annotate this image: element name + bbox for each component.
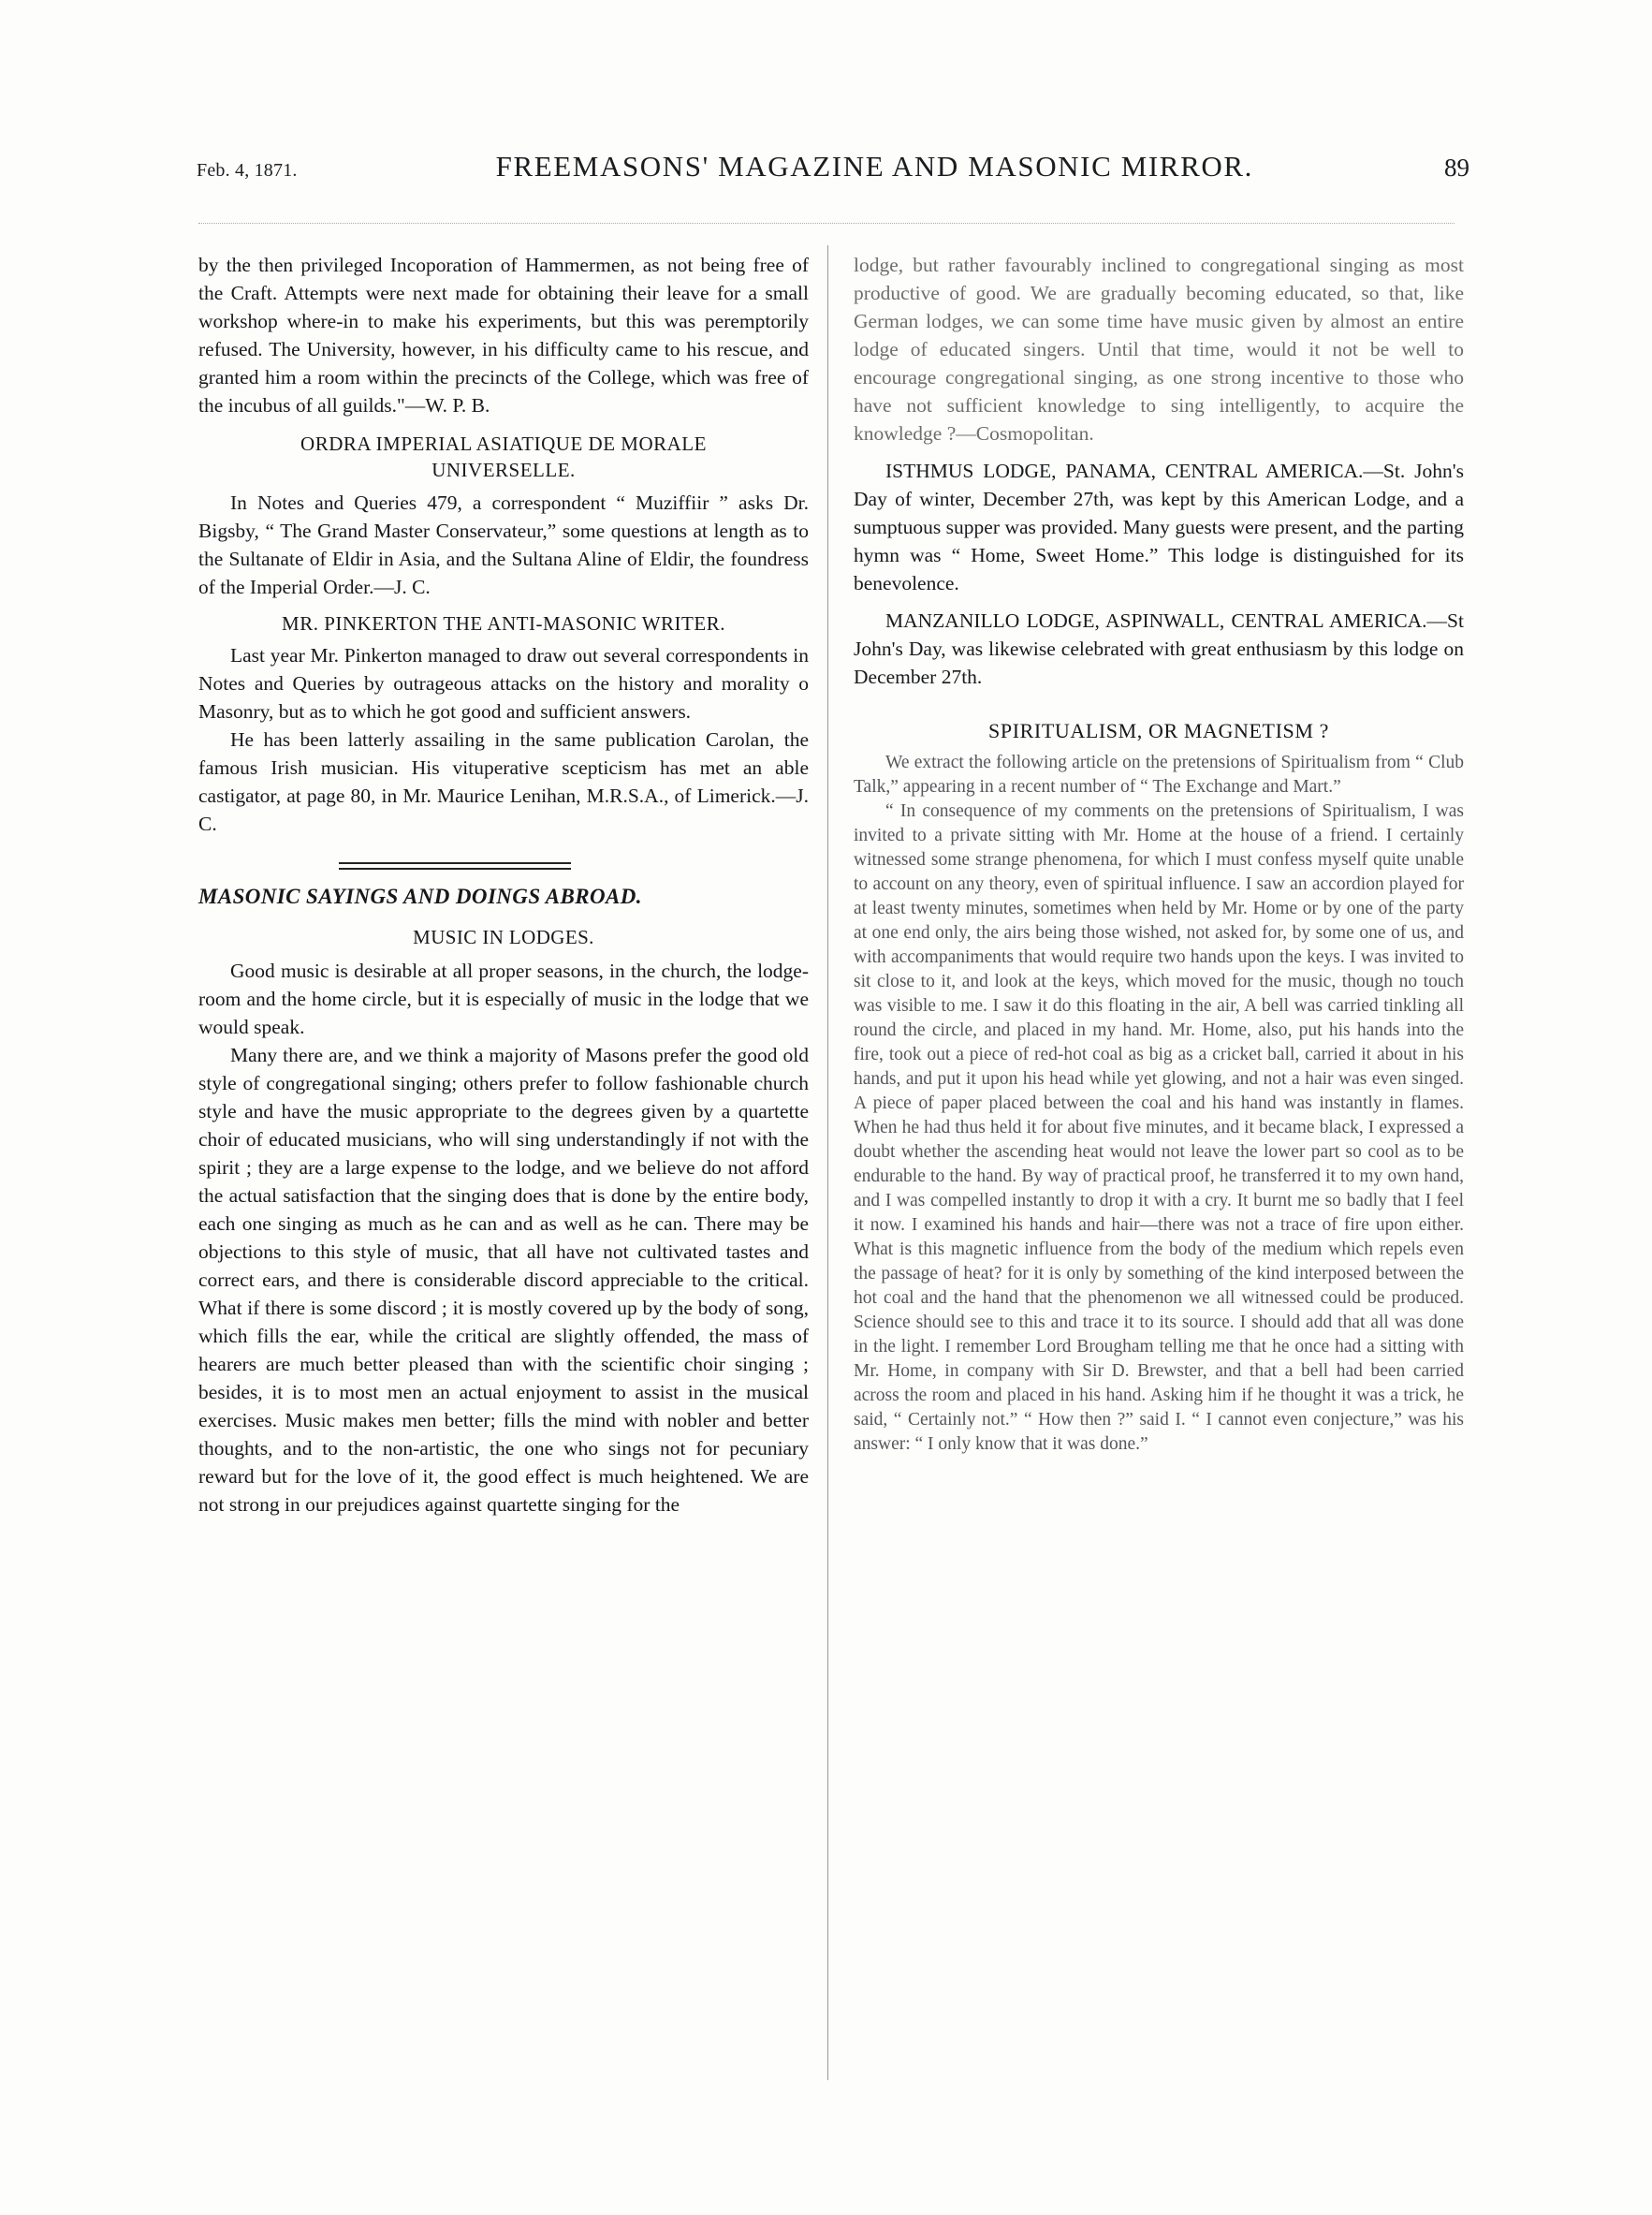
- spiritualism-body: [854, 751, 1464, 1457]
- section-heading-pinkerton: MR. PINKERTON THE ANTI-MASONIC WRITER.: [282, 612, 725, 635]
- header-date: Feb. 4, 1871.: [197, 160, 298, 181]
- section-heading-ordra: [198, 431, 809, 483]
- paragraph: MANZANILLO LODGE, ASPINWALL, CENTRAL AMERICA.—St John's Day, was likewise celebrated with great enthusiasm by this lodge on December 27th.: [854, 609, 1464, 688]
- paragraph: by the then privileged Incoporation of Hammermen, as not being free of the Craft. Attempts were next made for obtaining their leave for a small workshop where-in to make his experiments, but this was peremptorily refused. The University, however, in his difficulty came to his rescue, and granted him a room within the precincts of the College, which was free of the incubus of all guilds."—W. P. B.: [198, 254, 809, 417]
- paragraph: Last year Mr. Pinkerton managed to draw out several correspondents in Notes and Queries by outrageous attacks on the history and morality o Masonry, but as to which he got good and sufficient answers.: [198, 644, 809, 723]
- subsection-heading-music-in-lodges: MUSIC IN LODGES.: [413, 926, 594, 948]
- paragraph: He has been latterly assailing in the same publication Carolan, the famous Irish musician. His vituperative scepticism has met an able castigator, at page 80, in Mr. Maurice Lenihan, M.R.S.A., of Limerick.—J. C.: [198, 728, 809, 835]
- paragraph: Good music is desirable at all proper seasons, in the church, the lodge-room and the home circle, but it is especially of music in the lodge that we would speak.: [198, 960, 809, 1038]
- two-column-body: [198, 251, 1464, 1518]
- paragraph: In Notes and Queries 479, a correspondent “ Muziffiir ” asks Dr. Bigsby, “ The Grand Master Conservateur,” some questions at length as to the Sultanate of Eldir in Asia, and the Sultana Aline of Eldir, the foundress of the Imperial Order.—J. C.: [198, 491, 809, 598]
- heading-line-2: UNIVERSELLE.: [431, 459, 576, 481]
- paragraph: We extract the following article on the pretensions of Spiritualism from “ Club Talk,” appearing in a recent number of “ The Exchange and Mart.”: [854, 753, 1464, 797]
- paragraph: lodge, but rather favourably inclined to congregational singing as most productive of good. We are gradually becoming educated, so that, like German lodges, we can some time have music given by almost an entire lodge of educated singers. Until that time, would it not be well to encourage congregational singing, as one strong incentive to those who have not sufficient knowledge to sing intelligently, to acquire the knowledge ?—Cosmopolitan.: [854, 254, 1464, 445]
- section-rule: [339, 862, 571, 870]
- left-column: [198, 251, 812, 1518]
- heading-line-1: ORDRA IMPERIAL ASIATIQUE DE MORALE: [300, 433, 707, 455]
- page-header: [197, 150, 1469, 206]
- right-column: [854, 251, 1464, 1518]
- paragraph: Many there are, and we think a majority of Masons prefer the good old style of congregational singing; others prefer to follow fashionable church style and have the music appropriate to the degrees given by a quartette choir of educated musicians, who will sing understandingly if not with the spirit ; they are a large expense to the lodge, and we believe do not afford the actual satisfaction that the singing does that is done by the entire body, each one singing as much as he can and as well as he can. There may be objections to this style of music, that all have not cultivated tastes and correct ears, and there is considerable discord appreciable to the critical. What if there is some discord ; it is mostly covered up by the body of song, which fills the ear, while the critical are slightly offended, the mass of hearers are much better pleased than with the scientific choir singing ; besides, it is to most men an actual enjoyment to assist in the musical exercises. Music makes men better; fills the mind with nobler and better thoughts, and to the non-artistic, the one who sings not for pecuniary reward but for the love of it, the good effect is much heightened. We are not strong in our prejudices against quartette singing for the: [198, 1044, 809, 1516]
- paragraph: ISTHMUS LODGE, PANAMA, CENTRAL AMERICA.—St. John's Day of winter, December 27th, was kept by this American Lodge, and a sumptuous supper was provided. Many guests were present, and the parting hymn was “ Home, Sweet Home.” This lodge is distinguished for its benevolence.: [854, 460, 1464, 594]
- paragraph: “ In consequence of my comments on the pretensions of Spiritualism, I was invited to a private sitting with Mr. Home at the house of a friend. I certainly witnessed some strange phenomena, for which I must confess myself quite unable to account on any theory, even of spiritual influence. I saw an accordion played for at least twenty minutes, sometimes when held by Mr. Home or by one of the party at one end only, the airs being those wished, not asked for, by some one of us, and with accompaniments that would require two hands upon the keys. I was invited to sit close to it, and look at the keys, which moved for the music, though no touch was visible to me. I saw it do this floating in the air, A bell was carried tinkling all round the circle, and placed in my hand. Mr. Home, also, put his hands into the fire, took out a piece of red-hot coal as big as a cricket ball, carried it about in his hands, and put it upon his head while yet glowing, and not a hair was even singed. A piece of paper placed between the coal and his hand was instantly in flames. When he had thus held it for about five minutes, and it became black, I expressed a doubt whether the ascending heat would not leave the lower part so cool as to be endurable to the hand. By way of practical proof, he transferred it to my own hand, and I was compelled instantly to drop it with a cry. It burnt me so badly that I feel it now. I examined his hands and hair—there was not a trace of fire upon either. What is this magnetic influence from the body of the medium which repels even the passage of heat? for it is only by something of the kind interposed between the hot coal and the hand that the phenomenon we all witnessed could be produced. Science should see to this and trace it to its source. I should add that all was done in the light. I remember Lord Brougham telling me that he once had a sitting with Mr. Home, in company with Sir D. Brewster, and that a bell had been carried across the room and placed in his hand. Asking him if he thought it was a trick, he said, “ Certainly not.” “ How then ?” said I. “ I cannot even conjecture,” was his answer: “ I only know that it was done.”: [854, 801, 1464, 1454]
- section-heading-spiritualism: SPIRITUALISM, OR MAGNETISM ?: [988, 719, 1329, 742]
- section-heading-masonic-sayings: MASONIC SAYINGS AND DOINGS ABROAD.: [198, 885, 642, 908]
- header-divider-rule: [198, 223, 1455, 224]
- page-number: 89: [1444, 154, 1469, 182]
- paragraph-spacer: [854, 597, 1464, 607]
- page-title: FREEMASONS' MAGAZINE AND MASONIC MIRROR.: [495, 150, 1253, 183]
- paragraph-spacer: [854, 447, 1464, 457]
